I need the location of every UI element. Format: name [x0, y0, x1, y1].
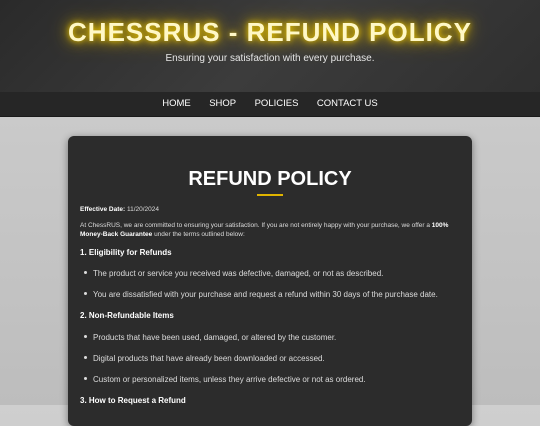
effective-date-value: 11/20/2024	[126, 206, 160, 213]
list-item	[84, 375, 464, 384]
bullet-icon	[84, 271, 87, 274]
list-item-text: The product or service you received was defective, damaged, or not as described.	[93, 269, 384, 278]
bullet-icon	[84, 377, 87, 380]
intro-suffix: under the terms outlined below:	[154, 230, 245, 238]
effective-date	[80, 206, 159, 213]
section-heading-eligibility: 1. Eligibility for Refunds	[80, 248, 172, 257]
effective-date-label: Effective Date:	[80, 206, 126, 213]
intro-guarantee: 100% Money-Back Guarantee	[80, 222, 449, 238]
list-item-text: You are dissatisfied with your purchase and request a refund within 30 days of the purchase date.	[93, 290, 438, 299]
intro-prefix: At ChessRUS, we are committed to ensuring your satisfaction. If you are not entirely happy with your purchase, we offer a	[80, 222, 430, 229]
main-nav	[0, 92, 540, 117]
list-item-text: Custom or personalized items, unless they arrive defective or not as ordered.	[93, 375, 366, 384]
bullet-icon	[84, 356, 87, 359]
list-item	[84, 290, 464, 299]
nav-item-policies[interactable]: POLICIES	[254, 98, 299, 109]
intro-paragraph	[80, 222, 460, 239]
bullet-icon	[84, 292, 87, 295]
list-item	[84, 333, 464, 342]
list-item-text: Products that have been used, damaged, or altered by the customer.	[93, 333, 337, 342]
nav-item-home[interactable]: HOME	[162, 98, 191, 109]
section-heading-non-refundable: 2. Non-Refundable Items	[80, 311, 174, 320]
site-header	[0, 0, 540, 92]
section-heading-how-to-request: 3. How to Request a Refund	[80, 396, 186, 405]
bullet-icon	[84, 335, 87, 338]
nav-item-contact-us[interactable]: CONTACT US	[316, 98, 378, 109]
nav-item-shop[interactable]: SHOP	[209, 98, 237, 109]
site-tagline: Ensuring your satisfaction with every purchase.	[165, 53, 375, 64]
list-item	[84, 269, 464, 278]
policy-card	[68, 136, 472, 426]
page-title: REFUND POLICY	[188, 168, 352, 190]
site-title: CHESSRUS - REFUND POLICY	[68, 17, 472, 47]
title-underline	[257, 194, 283, 196]
list-item-text: Digital products that have already been downloaded or accessed.	[93, 354, 325, 363]
list-item	[84, 354, 464, 363]
